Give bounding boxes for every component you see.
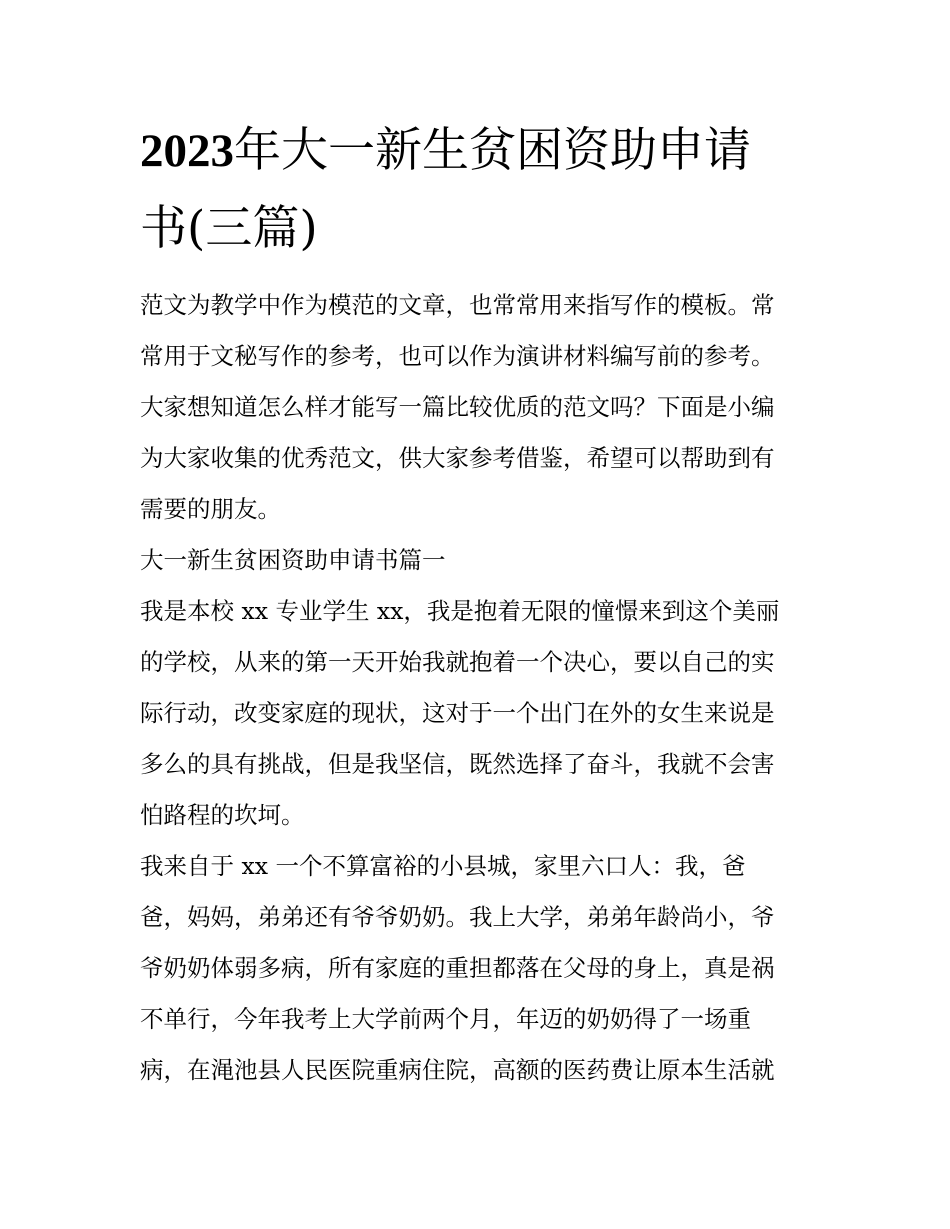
title-line [140,190,820,268]
body-line: 常用于文秘写作的参考，也可以作为演讲材料编写前的参考。 [140,342,775,370]
body-line: 多么的具有挑战，但是我坚信，既然选择了奋斗，我就不会害 [140,750,775,778]
body-line: 怕路程的坎坷。 [140,801,305,829]
section-heading: 大一新生贫困资助申请书篇一 [140,546,446,574]
body-line: 我来自于 xx 一个不算富裕的小县城，家里六口人：我，爸 [140,852,746,880]
body-line: 大家想知道怎么样才能写一篇比较优质的范文吗？下面是小编 [140,393,775,421]
body-line: 病，在渑池县人民医院重病住院，高额的医药费让原本生活就 [140,1056,775,1084]
body-line: 爸，妈妈，弟弟还有爷爷奶奶。我上大学，弟弟年龄尚小，爷 [140,903,775,931]
title-text: 年大一新生贫困资助申请 [234,123,751,178]
body-line: 不单行，今年我考上大学前两个月，年迈的奶奶得了一场重 [140,1005,751,1033]
body-line: 际行动，改变家庭的现状，这对于一个出门在外的女生来说是 [140,699,775,727]
body-line: 需要的朋友。 [140,495,281,523]
body-line: 爷奶奶体弱多病，所有家庭的重担都落在父母的身上，真是祸 [140,954,775,982]
body-line: 为大家收集的优秀范文，供大家参考借鉴，希望可以帮助到有 [140,444,775,472]
body-line: 的学校，从来的第一天开始我就抱着一个决心，要以自己的实 [140,648,775,676]
document-title [140,112,820,268]
body-line: 我是本校 xx 专业学生 xx，我是抱着无限的憧憬来到这个美丽 [140,597,780,625]
title-line [140,112,820,190]
document-body [140,280,820,1096]
title-year: 2023 [140,125,234,177]
body-line: 范文为教学中作为模范的文章，也常常用来指写作的模板。常 [140,291,775,319]
title-text: 书(三篇) [140,201,318,256]
